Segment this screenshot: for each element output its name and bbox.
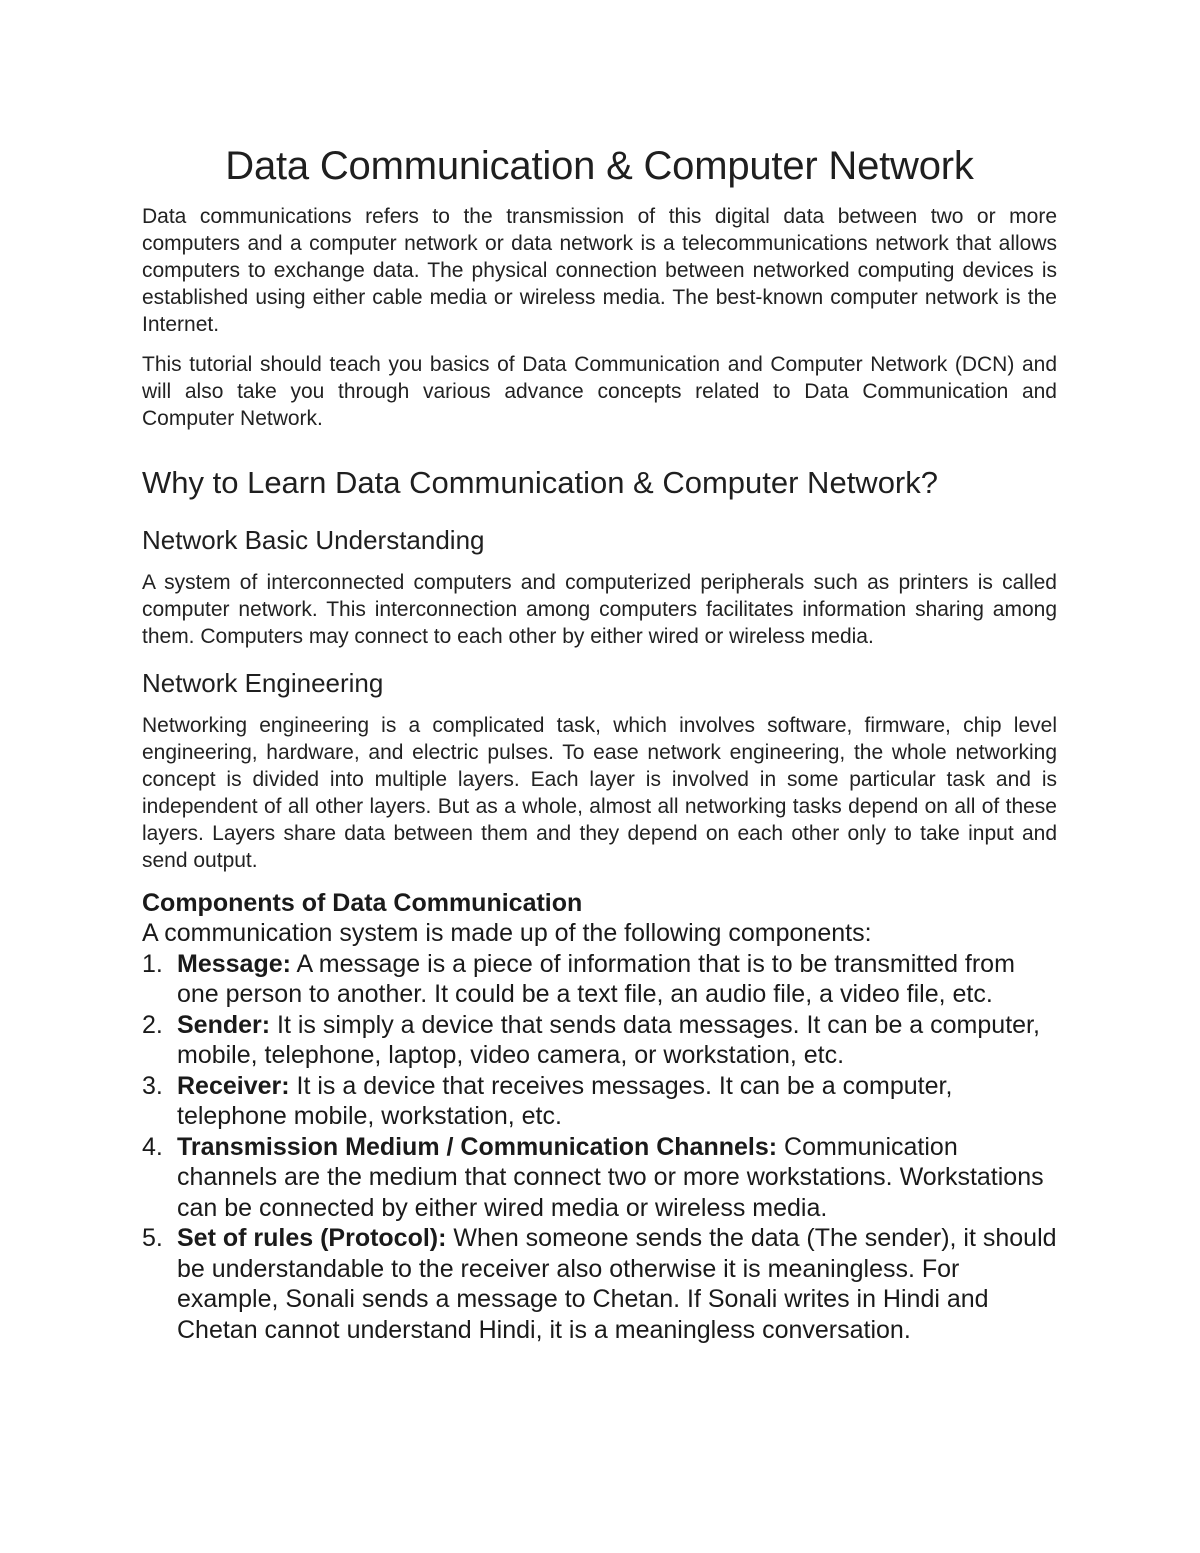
why-learn-heading: Why to Learn Data Communication & Computer Network? xyxy=(142,465,938,500)
list-number: 3. xyxy=(142,1071,163,1100)
list-number: 2. xyxy=(142,1010,163,1039)
section-body-network-basic: A system of interconnected computers and computerized peripherals such as printers is called computer network. This interconnection among computers facilitates information sharing among them. Computers may connect to each other by either wired or wireless media. xyxy=(142,571,1057,648)
list-text: When someone sends the data (The sender), it should be understandable to the receiver also otherwise it is meaningless. For example, Sonali sends a message to Chetan. If Sonali writes in Hindi and Chetan cannot understand Hindi, it is a meaningless conversation. xyxy=(177,1224,1057,1344)
list-text: A message is a piece of information that is to be transmitted from one person to another. It could be a text file, an audio file, a video file, etc. xyxy=(177,949,1015,1008)
list-term: Message: xyxy=(177,949,291,978)
intro-paragraph-2: This tutorial should teach you basics of Data Communication and Computer Network (DCN) and will also take you through various advance concepts related to Data Communication and Computer Network. xyxy=(142,353,1057,430)
document-title: Data Communication & Computer Network xyxy=(225,144,974,188)
list-text: It is simply a device that sends data messages. It can be a computer, mobile, telephone, laptop, video camera, or workstation, etc. xyxy=(177,1010,1040,1069)
list-text: Communication channels are the medium that connect two or more workstations. Workstations can be connected by either wired media or wireless media. xyxy=(177,1132,1044,1222)
components-intro: A communication system is made up of the following components: xyxy=(142,919,872,947)
list-term: Transmission Medium / Communication Channels: xyxy=(177,1132,778,1161)
section-body-network-engineering: Networking engineering is a complicated task, which involves software, firmware, chip level engineering, hardware, and electric pulses. To ease network engineering, the whole networking concept is divided into multiple layers. Each layer is involved in some particular task and is independent of all other layers. But as a whole, almost all networking tasks depend on all of these layers. Layers share data between them and they depend on each other only to take input and send output. xyxy=(142,714,1057,872)
list-item-sender xyxy=(142,1010,1057,1071)
list-term: Set of rules (Protocol): xyxy=(177,1224,447,1252)
list-term: Sender: xyxy=(177,1010,271,1039)
list-number: 1. xyxy=(142,949,163,978)
list-number: 5. xyxy=(142,1224,163,1252)
list-text: It is a device that receives messages. It can be a computer, telephone mobile, workstation, etc. xyxy=(177,1071,953,1130)
section-heading-network-basic: Network Basic Understanding xyxy=(142,525,485,555)
list-item-receiver xyxy=(142,1071,1057,1132)
components-heading: Components of Data Communication xyxy=(142,889,583,917)
list-item-message xyxy=(142,949,1057,1010)
components-list xyxy=(142,949,1057,1346)
list-item-protocol xyxy=(142,1223,1057,1345)
list-term: Receiver: xyxy=(177,1071,290,1100)
intro-paragraph-1: Data communications refers to the transmission of this digital data between two or more computers and a computer network or data network is a telecommunications network that allows computers to exchange data. The physical connection between networked computing devices is established using either cable media or wireless media. The best-known computer network is the Internet. xyxy=(142,205,1057,336)
section-heading-network-engineering: Network Engineering xyxy=(142,668,384,698)
list-number: 4. xyxy=(142,1132,163,1161)
list-item-transmission-medium xyxy=(142,1132,1057,1224)
